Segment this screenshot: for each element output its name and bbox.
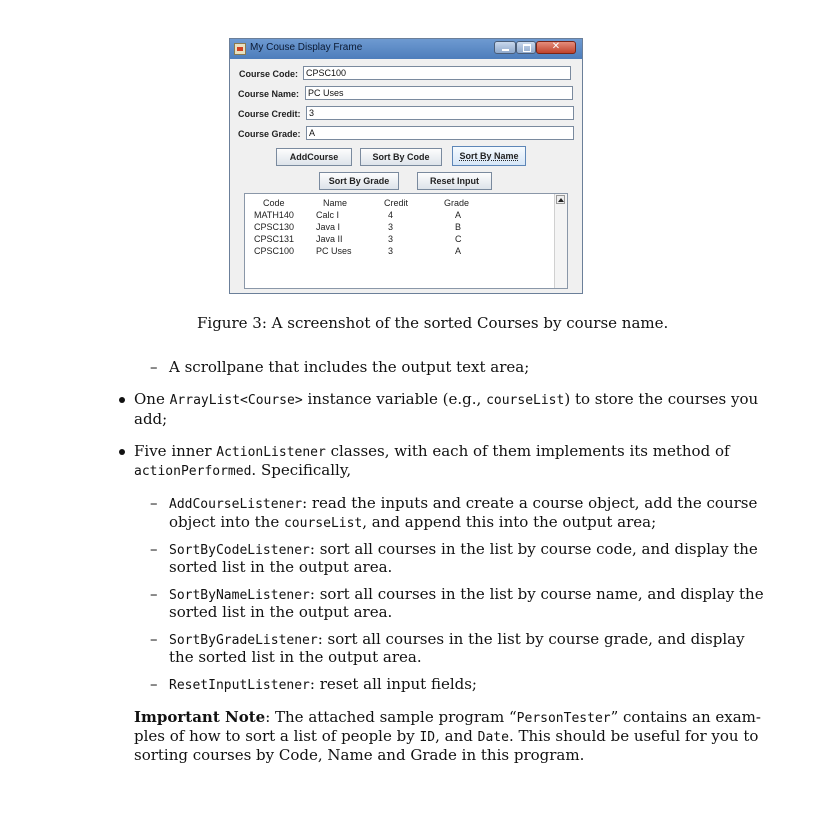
course-code-input[interactable]: CPSC100 (303, 66, 571, 80)
header-grade: Grade (444, 198, 470, 208)
important-note-line1: Important Note: The attached sample program “PersonTester” contains an exam- (134, 708, 761, 726)
dash-marker: – (150, 585, 158, 603)
scroll-up-arrow-icon[interactable] (556, 195, 565, 204)
row-3-credit: 3 (388, 234, 394, 244)
course-credit-label: Course Credit: (238, 109, 301, 119)
dash-marker: – (150, 675, 158, 693)
row-3-grade: C (455, 234, 462, 244)
close-icon: ✕ (551, 41, 561, 52)
course-name-input[interactable]: PC Uses (305, 86, 573, 100)
close-button[interactable] (536, 41, 576, 54)
reset-input-button[interactable]: Reset Input (417, 172, 492, 190)
row-2-code: CPSC130 (254, 222, 295, 232)
sortbycode-listener-line2: sorted list in the output area. (169, 558, 393, 576)
maximize-button[interactable] (516, 41, 536, 54)
course-name-label: Course Name: (238, 89, 300, 99)
actionlistener-item-line1: Five inner ActionListener classes, with each of them implements its method of (134, 442, 730, 460)
output-text-area[interactable] (244, 193, 568, 289)
row-1-grade: A (455, 210, 462, 220)
sort-by-name-button[interactable] (452, 146, 526, 166)
add-course-button[interactable]: AddCourse (276, 148, 352, 166)
bullet-marker (119, 449, 125, 455)
sort-by-code-button[interactable]: Sort By Code (360, 148, 442, 166)
course-credit-input[interactable]: 3 (306, 106, 574, 120)
sortbyname-listener-line1: SortByNameListener: sort all courses in the list by course name, and display the (169, 585, 764, 603)
window-titlebar[interactable] (230, 39, 582, 59)
java-app-icon (234, 43, 246, 55)
arraylist-item-line2: add; (134, 410, 168, 428)
arraylist-item-line1: One ArrayList<Course> instance variable (e.g., courseList) to store the courses you (134, 390, 759, 408)
dash-marker: – (150, 540, 158, 558)
sort-by-name-label: Sort By Name (459, 151, 519, 161)
scrollpane-item: A scrollpane that includes the output text area; (169, 358, 530, 376)
header-name: Name (323, 198, 348, 208)
actionlistener-item-line2: actionPerformed. Specifically, (134, 461, 352, 479)
row-2-grade: B (455, 222, 462, 232)
row-3-code: CPSC131 (254, 234, 295, 244)
header-credit: Credit (384, 198, 409, 208)
addcourse-listener-line2: object into the courseList, and append this into the output area; (169, 513, 657, 531)
vertical-scrollbar[interactable] (554, 194, 567, 288)
sortbygrade-listener-line1: SortByGradeListener: sort all courses in the list by course grade, and display (169, 630, 745, 648)
row-3-name: Java II (316, 234, 343, 244)
row-4-code: CPSC100 (254, 246, 295, 256)
row-4-name: PC Uses (316, 246, 352, 256)
dash-marker: – (150, 494, 158, 512)
row-1-credit: 4 (388, 210, 394, 220)
dash-marker: – (150, 630, 158, 648)
row-1-code: MATH140 (254, 210, 294, 220)
row-2-name: Java I (316, 222, 341, 232)
figure-caption: Figure 3: A screenshot of the sorted Courses by course name. (197, 314, 669, 332)
sort-by-grade-button[interactable]: Sort By Grade (319, 172, 399, 190)
header-code: Code (263, 198, 285, 208)
row-4-credit: 3 (388, 246, 394, 256)
row-1-name: Calc I (316, 210, 340, 220)
minimize-button[interactable] (494, 41, 516, 54)
sortbycode-listener-line1: SortByCodeListener: sort all courses in the list by course code, and display the (169, 540, 758, 558)
window-title: My Couse Display Frame (250, 42, 363, 53)
important-note-line3: sorting courses by Code, Name and Grade in this program. (134, 746, 585, 764)
course-grade-label: Course Grade: (238, 129, 301, 139)
sortbygrade-listener-line2: the sorted list in the output area. (169, 648, 422, 666)
addcourse-listener-line1: AddCourseListener: read the inputs and create a course object, add the course (169, 494, 758, 512)
bullet-marker (119, 397, 125, 403)
important-note-line2: ples of how to sort a list of people by ID, and Date. This should be useful for you to (134, 727, 759, 745)
row-4-grade: A (455, 246, 462, 256)
resetinput-listener-line: ResetInputListener: reset all input fields; (169, 675, 477, 693)
course-grade-input[interactable]: A (306, 126, 574, 140)
sortbyname-listener-line2: sorted list in the output area. (169, 603, 393, 621)
course-display-window (229, 38, 583, 294)
dash-marker: – (150, 358, 158, 376)
row-2-credit: 3 (388, 222, 394, 232)
course-code-label: Course Code: (239, 69, 299, 79)
